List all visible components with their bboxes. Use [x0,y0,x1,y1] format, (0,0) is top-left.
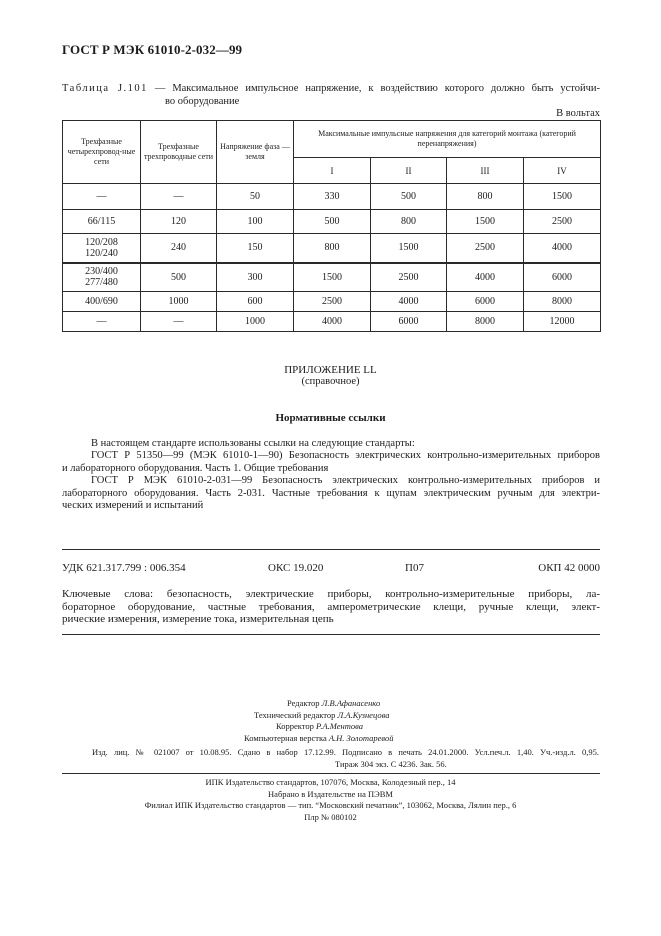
credit-name: Р.А.Ментова [316,721,364,731]
category-header: IV [524,158,601,184]
table-cell: — [141,184,217,210]
document-header: ГОСТ Р МЭК 61010-2-032—99 [62,42,243,57]
printers-block [0,777,661,823]
table-cell: 2500 [294,292,371,312]
table-cell: 2500 [371,263,447,292]
table-cell: 330 [294,184,371,210]
appendix-title: ПРИЛОЖЕНИЕ LL [284,364,377,376]
reference-1-line-1: ГОСТ Р 51350—99 (МЭК 61010-1—90) Безопасность электрических контрольно-измерительных приборов [91,450,600,462]
table-caption [62,82,600,108]
table-cell: 500 [141,263,217,292]
table-cell: 12000 [524,312,601,332]
credit-label: Компьютерная верстка [244,732,327,743]
table-caption-text: — Максимальное импульсное напряжение, к воздействию которого должно быть устойчи- [147,83,600,94]
divider-printers [62,773,600,774]
divider-top [62,549,600,550]
table-cell: 50 [217,184,294,210]
keywords-line-3: рические измерения, измерение тока, измерительная цепь [62,613,334,625]
table-cell: 120/208 120/240 [63,234,141,263]
table-cell: 240 [141,234,217,263]
table-cell: 6000 [371,312,447,332]
table-cell: — [63,312,141,332]
category-header: II [371,158,447,184]
table-cell: 600 [217,292,294,312]
divider-bottom [62,634,600,635]
okp-code: ОКП 42 0000 [538,562,600,574]
table-row [63,312,601,332]
credit-name: Л.В.Афанасенко [321,698,381,708]
table-cell: 120 [141,210,217,234]
reference-2-line-1: ГОСТ Р МЭК 61010-2-031—99 Безопасность электрических контрольно-измерительных приборов и [91,475,600,487]
table-cell: 400/690 [63,292,141,312]
printer-line-3: Филиал ИПК Издательство стандартов — тип. “Московский печатник”, 103062, Москва, Лялин пер., 6 [144,800,517,810]
table-cell: 4000 [294,312,371,332]
table-cell: 4000 [524,234,601,263]
table-row [63,210,601,234]
table-row [63,292,601,312]
col-header-four-wire: Трехфазные четырехпровод-ные сети [63,121,141,184]
keywords-line-1: Ключевые слова: безопасность, электрические приборы, контрольно-измерительные приборы, ла- [62,588,600,600]
table-cell: 1500 [447,210,524,234]
table-cell: — [141,312,217,332]
table-cell: 800 [294,234,371,263]
table-cell: 2500 [447,234,524,263]
keywords-line-2: бораторное оборудование, частные требования, амперометрические клещи, ручные клещи, элект- [62,600,600,613]
table-caption-label: Таблица J.101 [62,83,148,94]
section-title: Нормативные ссылки [275,412,386,424]
table-cell: 500 [371,184,447,210]
table-cell: 8000 [447,312,524,332]
printer-line-2: Набрано в Издательстве на ПЭВМ [268,788,393,799]
table-cell: 150 [217,234,294,263]
udk-code: УДК 621.317.799 : 006.354 [62,562,186,574]
table-cell: 100 [217,210,294,234]
printer-line-1: ИПК Издательство стандартов, 107076, Москва, Колодезный пер., 14 [205,777,456,787]
credit-label: Корректор [276,721,314,731]
table-cell: 8000 [524,292,601,312]
table-body [63,184,601,332]
category-header: III [447,158,524,184]
col-header-impulse-group: Максимальные импульсные напряжения для категорий монтажа (категорий перенапряжения) [294,121,601,158]
reference-2-line-2: лабораторного оборудования. Часть 2-031. Частные требования к щупам электрическим ручным для электри- [62,487,600,499]
appendix-subtitle: (справочное) [301,376,360,387]
table-cell: 1500 [294,263,371,292]
table-cell: 66/115 [63,210,141,234]
references-block [62,438,600,512]
table-cell: 1500 [371,234,447,263]
credit-label: Редактор [287,698,320,708]
p-code: П07 [405,562,424,574]
oks-code: ОКС 19.020 [268,562,324,574]
table-cell: 4000 [371,292,447,312]
table-cell: — [63,184,141,210]
table-row [63,234,601,263]
table-cell: 2500 [524,210,601,234]
table-cell: 1500 [524,184,601,210]
printer-line-4: Плр № 080102 [304,811,357,822]
table-units: В вольтах [556,108,600,119]
table-cell: 6000 [447,292,524,312]
publication-line-1: Изд. лиц. № 021007 от 10.08.95. Сдано в набор 17.12.99. Подписано в печать 24.01.2000. Усл.печ.л. 1,40. Уч.-изд.л. 0,95. [92,747,599,757]
credit-name: А.Н. Золотаревой [328,732,394,743]
credit-editor [287,698,380,710]
credit-layout [244,733,393,745]
credit-name: Л.А.Кузнецова [337,709,390,720]
reference-1-line-2: и лабораторного оборудования. Часть 1. Общие требования [62,462,329,474]
keywords-block [62,588,600,626]
references-intro: В настоящем стандарте использованы ссылки на следующие стандарты: [91,438,415,449]
table-cell: 4000 [447,263,524,292]
credit-label: Технический редактор [254,709,336,720]
table-cell: 1000 [217,312,294,332]
table-cell: 1000 [141,292,217,312]
table-caption-continuation: во оборудование [165,96,240,107]
category-header: I [294,158,371,184]
col-header-three-wire: Трехфазные трехпроводные сети [141,121,217,184]
col-header-phase-earth: Напряжение фаза — земля [217,121,294,184]
credit-tech-editor [254,710,389,722]
table-cell: 230/400 277/480 [63,263,141,292]
voltage-table [62,120,601,332]
table-cell: 6000 [524,263,601,292]
reference-2-line-3: ческих измерений и испытаний [62,500,204,512]
table-cell: 300 [217,263,294,292]
publication-line-2: Тираж 304 экз. С 4236. Зак. 56. [335,759,447,769]
publication-info [92,747,599,769]
credit-corrector [276,721,363,733]
table-cell: 500 [294,210,371,234]
table-cell: 800 [371,210,447,234]
table-row [63,263,601,292]
table-cell: 800 [447,184,524,210]
table-row [63,184,601,210]
